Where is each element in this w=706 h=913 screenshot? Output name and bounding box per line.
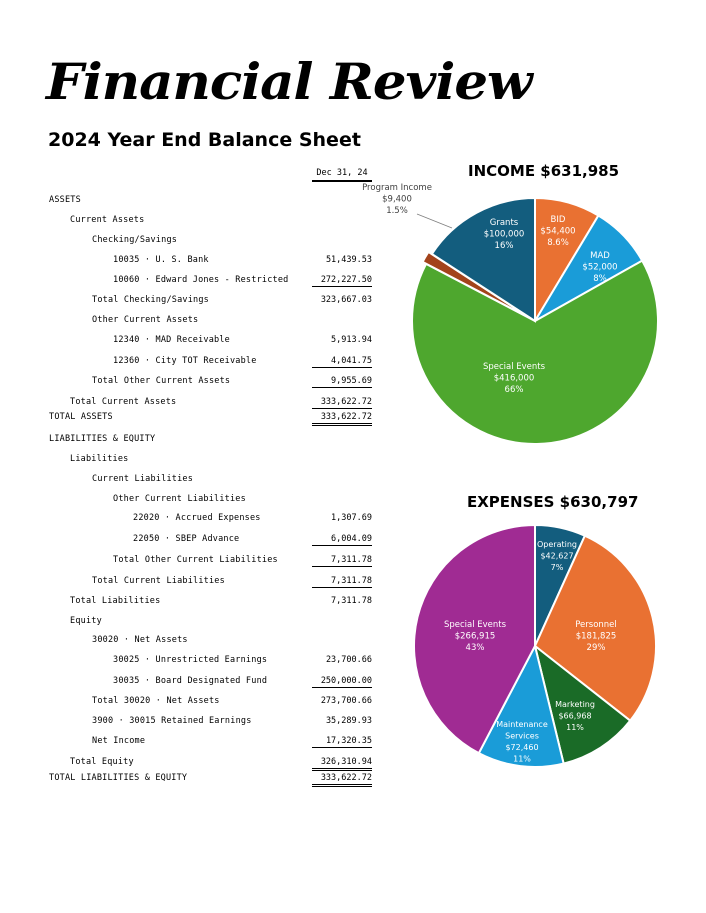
balance-sheet-row-label: Total Checking/Savings — [92, 295, 209, 305]
balance-sheet-row-label: 22020 · Accrued Expenses — [133, 513, 261, 523]
income-pie-chart — [362, 178, 700, 458]
balance-sheet-row-amount: 9,955.69 — [312, 376, 372, 388]
balance-sheet-row-label: TOTAL ASSETS — [49, 412, 113, 422]
balance-sheet-row-amount: 7,311.78 — [312, 576, 372, 588]
balance-sheet-row-amount: 17,320.35 — [312, 736, 372, 748]
balance-sheet-row-label: Total Equity — [70, 757, 134, 767]
balance-sheet-row-amount: 7,311.78 — [312, 555, 372, 567]
pie-slice-label: MAD $52,000 8% — [582, 251, 618, 284]
balance-sheet-row-label: Equity — [70, 616, 102, 626]
balance-sheet-row-amount: 7,311.78 — [331, 596, 372, 606]
balance-sheet-row-label: 22050 · SBEP Advance — [133, 534, 240, 544]
balance-sheet-row-label: Other Current Assets — [92, 315, 199, 325]
balance-sheet-row-label: 30035 · Board Designated Fund — [113, 676, 268, 686]
leader-line — [417, 214, 452, 228]
balance-sheet-row-amount: 4,041.75 — [312, 356, 372, 368]
pie-slice-label: Program Income $9,400 1.5% — [362, 183, 432, 216]
pie-slice-label: Grants $100,000 16% — [483, 218, 525, 251]
balance-sheet-row-amount: 333,622.72 — [312, 773, 372, 787]
balance-sheet-row-amount: 333,622.72 — [312, 412, 372, 426]
balance-sheet-row-amount: 35,289.93 — [325, 716, 372, 726]
expenses-chart-title: EXPENSES $630,797 — [467, 493, 639, 511]
balance-sheet-row-label: Current Assets — [70, 215, 145, 225]
column-header: Dec 31, 24 — [312, 168, 372, 182]
balance-sheet-row-label: ASSETS — [49, 195, 81, 205]
balance-sheet-row-amount: 326,310.94 — [312, 757, 372, 771]
balance-sheet-row-label: TOTAL LIABILITIES & EQUITY — [49, 773, 188, 783]
balance-sheet-row-label: Total 30020 · Net Assets — [92, 696, 220, 706]
balance-sheet — [0, 0, 380, 800]
balance-sheet-row-label: Other Current Liabilities — [113, 494, 246, 504]
balance-sheet-row-label: 10060 · Edward Jones - Restricted — [113, 275, 289, 285]
balance-sheet-row-amount: 272,227.50 — [312, 275, 372, 287]
pie-slice-label: BID $54,400 8.6% — [540, 215, 576, 248]
balance-sheet-row-label: 12340 · MAD Receivable — [113, 335, 230, 345]
balance-sheet-row-label: 12360 · City TOT Receivable — [113, 356, 257, 366]
pie-slice-label: Marketing $66,968 11% — [555, 700, 595, 732]
pie-slice-label: Operating $42,627 7% — [537, 540, 577, 572]
balance-sheet-row-amount: 323,667.03 — [320, 295, 372, 305]
balance-sheet-row-amount: 6,004.09 — [312, 534, 372, 546]
balance-sheet-row-label: Current Liabilities — [92, 474, 194, 484]
balance-sheet-row-amount: 23,700.66 — [325, 655, 372, 665]
balance-sheet-row-amount: 333,622.72 — [312, 397, 372, 409]
balance-sheet-row-amount: 273,700.66 — [320, 696, 372, 706]
pie-slice-label: Maintenance Services $72,460 11% — [496, 720, 548, 764]
pie-slice-label: Special Events $416,000 66% — [482, 362, 546, 395]
balance-sheet-title: 2024 Year End Balance Sheet — [48, 129, 361, 151]
balance-sheet-row-label: 30020 · Net Assets — [92, 635, 188, 645]
balance-sheet-row-label: 30025 · Unrestricted Earnings — [113, 655, 268, 665]
balance-sheet-row-label: Liabilities — [70, 454, 129, 464]
pie-slice-label: Personnel $181,825 29% — [575, 620, 617, 653]
balance-sheet-row-label: Checking/Savings — [92, 235, 178, 245]
income-chart-title: INCOME $631,985 — [468, 162, 620, 180]
page-title: Financial Review — [46, 52, 532, 111]
balance-sheet-row-label: Total Other Current Assets — [92, 376, 231, 386]
balance-sheet-row-label: 10035 · U. S. Bank — [113, 255, 209, 265]
balance-sheet-row-label: Total Other Current Liabilities — [113, 555, 278, 565]
balance-sheet-row-label: Total Current Assets — [70, 397, 177, 407]
balance-sheet-row-amount: 1,307.69 — [331, 513, 372, 523]
balance-sheet-row-label: 3900 · 30015 Retained Earnings — [92, 716, 252, 726]
balance-sheet-row-amount: 5,913.94 — [331, 335, 372, 345]
balance-sheet-row-label: Total Liabilities — [70, 596, 161, 606]
balance-sheet-row-amount: 250,000.00 — [312, 676, 372, 688]
pie-slice-label: Special Events $266,915 43% — [443, 620, 507, 653]
balance-sheet-row-label: Total Current Liabilities — [92, 576, 225, 586]
balance-sheet-row-label: LIABILITIES & EQUITY — [49, 434, 156, 444]
balance-sheet-row-label: Net Income — [92, 736, 146, 746]
expenses-pie-chart — [400, 515, 680, 775]
balance-sheet-row-amount: 51,439.53 — [325, 255, 372, 265]
